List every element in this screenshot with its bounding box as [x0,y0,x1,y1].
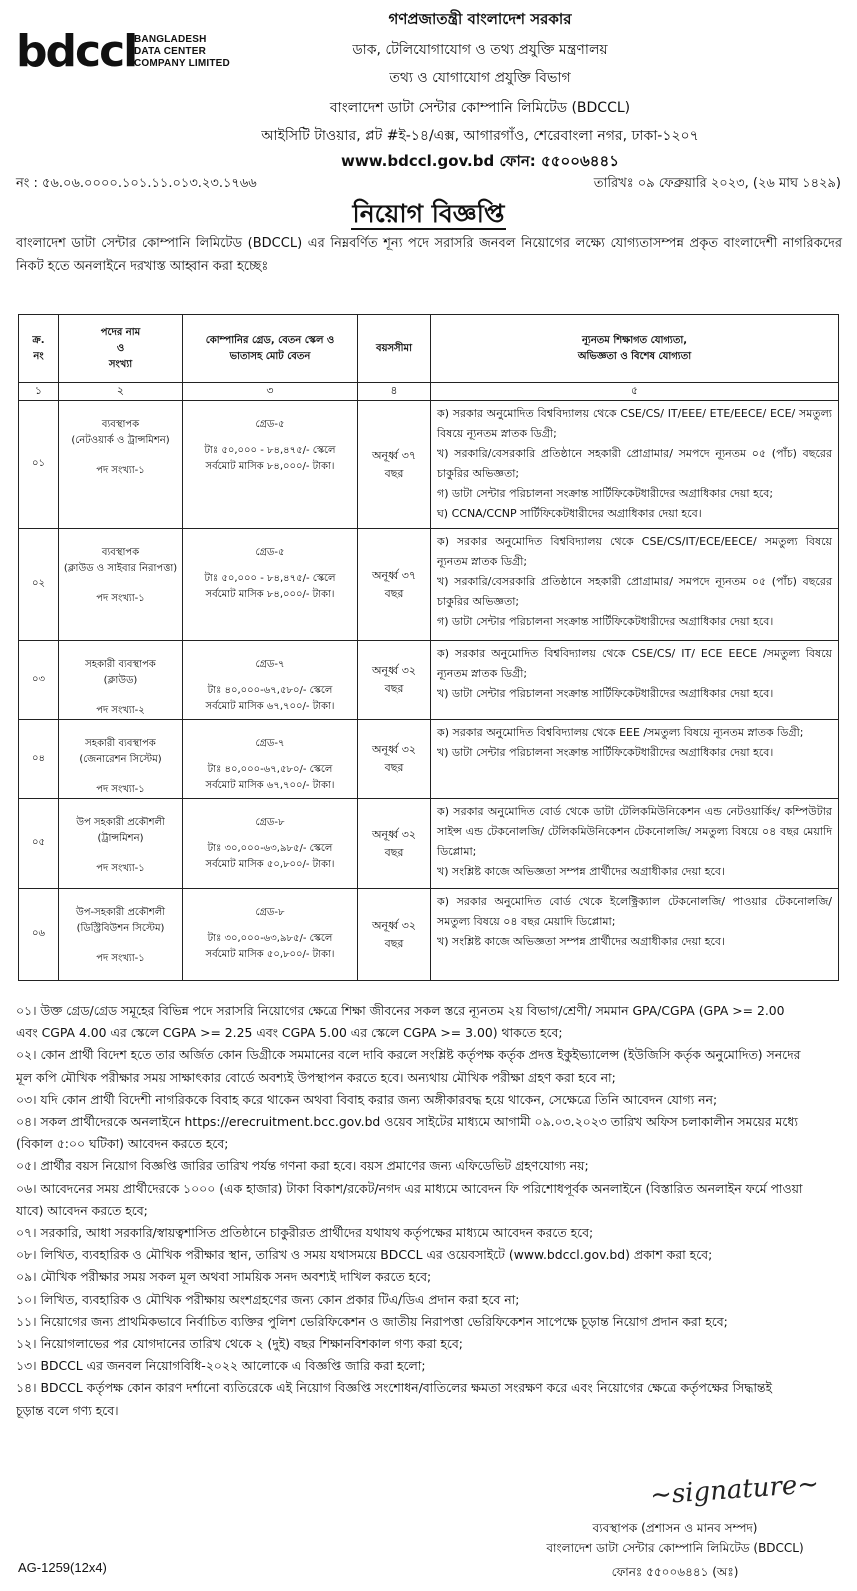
age-unit: বছর [384,682,404,695]
total-salary: সর্বমোট মাসিক ৫০,৮০০/- টাকা। [205,949,335,960]
table-row [19,529,839,641]
term-line: ১২। নিয়োগলাভের পর যোগদানের তারিখ থেকে ২ (দুই) বছর শিক্ষানবিশকাল গণ্য করা হবে; [16,1336,463,1352]
table-row [19,641,839,720]
column-number: ৩ [183,383,358,401]
post-name: সহকারী ব্যবস্থাপক [85,659,156,670]
govt-name: গণপ্রজাতন্ত্রী বাংলাদেশ সরকার [388,10,572,28]
age-cell [358,889,431,981]
grade-label: গ্রেড-৫ [255,419,285,430]
grade-cell [183,889,358,981]
reference-line [16,174,841,196]
qualification-item: গ) ডাটা সেন্টার পরিচালনা সংক্রান্ত সার্টিফিকেটধারীদের অগ্রাধিকার দেয়া হবে; [437,487,774,500]
term-line: এবং CGPA 4.00 এর স্কেলে CGPA >= 2.25 এবং CGPA 5.00 এর স্কেলে CGPA >= 3.00) থাকতে হবে; [16,1025,563,1041]
terms-list [16,1000,842,1422]
term-line: চূড়ান্ত বলে গণ্য হবে। [16,1402,119,1418]
table-row [19,720,839,799]
age-unit: বছর [384,845,404,859]
qualification-item: ক) সরকার অনুমোদিত বোর্ড থেকে ডাটা টেলিকমিউনিকেশন এন্ড নেটওয়ার্কিং/ কম্পিউটার সাইন্স এন্ড টেকনোলজি/ টেলিকমিউনিকেশন টেকনোলজি/ সমতুল্য বিষয়ে ০৪ বছর মেয়াদি ডিপ্লোমা; [437,805,832,858]
pay-scale: টাঃ ৪০,০০০-৬৭,৫৮০/- স্কেলে [207,685,333,696]
age-unit: বছর [384,586,404,600]
row-serial: ০৩ [19,641,59,720]
age-limit: অনূর্ধ্ব ৩২ [371,918,417,932]
spacer [59,689,182,703]
qualification-item: ক) সরকার অনুমোদিত বিশ্ববিদ্যালয় থেকে CSE/CS/IT/ECE/EECE/ সমতুল্য বিষয়ে ন্যূনতম স্নাতক ডিগ্রী; [437,535,832,568]
spacer [183,921,357,931]
spacer [183,561,357,571]
post-count: পদ সংখ্যা-১ [96,784,145,795]
row-serial: ০১ [19,401,59,529]
post-count: পদ সংখ্যা-১ [96,863,145,874]
header-serial [19,315,59,383]
post-name: ব্যবস্থাপক [101,547,140,558]
header-post-3: সংখ্যা [108,358,133,370]
header-post [59,315,183,383]
logo-line-1: BANGLADESH [134,34,207,45]
notice-title-text: নিয়োগ বিজ্ঞপ্তি [352,199,505,228]
header-qual-2: অভিজ্ঞতা ও বিশেষ যোগ্যতা [577,350,692,362]
bdccl-logo [16,28,256,78]
spacer [183,831,357,841]
post-dept: (ক্লাউড ও সাইবার নিরাপত্তা) [63,563,178,574]
term-line: ০৮। লিখিত, ব্যবহারিক ও মৌখিক পরীক্ষার স্থান, তারিখ ও সময় যথাসময়ে BDCCL এর ওয়েবসাইটে (www.bdccl.gov.bd) প্রকাশ করা হবে; [16,1247,713,1263]
term-line: ১৩। BDCCL এর জনবল নিয়োগবিধি-২০২২ আলোকে এ বিজ্ঞপ্তি জারি করা হলো; [16,1358,426,1374]
header-post-2: ও [116,342,125,354]
qualification-item: খ) ডাটা সেন্টার পরিচালনা সংক্রান্ত সার্টিফিকেটধারীদের অগ্রাধিকার দেয়া হবে। [437,746,774,759]
post-dept: (জেনারেশন সিস্টেম) [79,754,162,765]
logo-text [134,34,230,70]
logo-line-2: DATA CENTER [134,46,207,57]
age-limit: অনূর্ধ্ব ৩২ [371,664,417,677]
qualification-item: ঘ) CCNA/CCNP সার্টিফিকেটধারীদের অগ্রাধিকার দেয়া হবে। [437,507,702,520]
pay-scale: টাঃ ৩০,০০০-৬৩,৯৮৫/- স্কেলে [207,843,333,854]
grade-cell [183,799,358,889]
signatory-phone: ফোনঃ ৫৫০০৬৪৪১ (অঃ) [611,1565,739,1579]
grade-cell [183,720,358,799]
company-contact: www.bdccl.gov.bd ফোন: ৫৫০০৬৪৪১ [341,152,619,170]
age-unit: বছর [384,761,404,774]
row-serial: ০৬ [19,889,59,981]
memo-number: নং : ৫৬.০৬.০০০০.১০১.১১.০১৩.২৩.১৭৬৬ [16,176,257,191]
qualification-cell [431,529,839,641]
qualification-item: ক) সরকার অনুমোদিত বিশ্ববিদ্যালয় থেকে CSE/CS/ IT/EEE/ ETE/EECE/ ECE/ সমতুল্য বিষয়ে ন্যূনতম স্নাতক ডিগ্রী; [437,407,832,440]
post-count: পদ সংখ্যা-১ [96,465,145,476]
term-line: মূল কপি মৌখিক পরীক্ষার সময় সাক্ষাৎকার বোর্ডে অবশ্যই উপস্থাপন করতে হবে। অন্যথায় মৌখিক পরীক্ষা গ্রহণ করা হবে না; [16,1069,616,1085]
header-post-1: পদের নাম [100,326,141,338]
spacer [59,577,182,591]
total-salary: সর্বমোট মাসিক ৬৭,৭০০/- টাকা। [205,780,335,791]
post-dept: (নেটওয়ার্ক ও ট্রান্সমিশন) [71,435,170,446]
term-line: ০৩। যদি কোন প্রার্থী বিদেশী নাগরিককে বিবাহ করে থাকেন অথবা বিবাহ করার জন্য অঙ্গীকারবদ্ধ হয়ে থাকেন, সেক্ষেত্রে তিনি আবেদন যোগ্য নন; [16,1091,718,1107]
post-dept: (ডিস্ট্রিবিউশন সিস্টেম) [76,923,165,934]
age-cell [358,720,431,799]
term-line: (বিকাল ৫:০০ ঘটিকা) আবেদন করতে হবে; [16,1136,229,1152]
spacer [59,937,182,951]
row-serial: ০৫ [19,799,59,889]
qualification-item: ক) সরকার অনুমোদিত বিশ্ববিদ্যালয় থেকে EEE /সমতুল্য বিষয়ে ন্যূনতম স্নাতক ডিগ্রী; [437,726,804,739]
qualification-item: খ) সংশ্লিষ্ট কাজে অভিজ্ঞতা সম্পন্ন প্রার্থীদের অগ্রাধীকার দেয়া হবে। [437,935,725,948]
table-row [19,401,839,529]
column-number: ১ [19,383,59,401]
post-count: পদ সংখ্যা-২ [96,705,145,716]
header-serial-2: নং [33,350,44,362]
post-cell [59,641,183,720]
pay-scale: টাঃ ৫০,০০০ - ৮৪,৪৭৫/- স্কেলে [204,573,336,584]
header-age: বয়সসীমা [358,315,431,383]
pay-scale: টাঃ ৩০,০০০-৬৩,৯৮৫/- স্কেলে [207,933,333,944]
grade-label: গ্রেড-৭ [255,659,285,670]
term-line: যাবে) আবেদন করতে হবে; [16,1202,148,1218]
qualification-item: ক) সরকার অনুমোদিত বিশ্ববিদ্যালয় থেকে CSE/CS/ IT/ ECE EECE /সমতুল্য বিষয়ে ন্যূনতম স্নাতক ডিগ্রী; [437,647,832,680]
spacer [183,673,357,683]
signature-mark: ~signature~ [649,1469,820,1511]
column-number-row [19,383,839,401]
term-line: ১১। নিয়োগের জন্য প্রাথমিকভাবে নির্বাচিত ব্যক্তির পুলিশ ভেরিফিকেশন ও জাতীয় নিরাপত্তা ভেরিফিকেশন সাপেক্ষে চূড়ান্ত নিয়োগ প্রদান করা হবে; [16,1313,728,1329]
term-line: ০২। কোন প্রার্থী বিদেশ হতে তার অর্জিত কোন ডিগ্রীকে সমমানের বলে দাবি করলে সংশ্লিষ্ট কর্তৃপক্ষ কর্তৃক প্রদত্ত ইকুইভ্যালেন্স (ইউজিসি কর্তৃক অনুমোদিত) সনদের [16,1047,801,1063]
column-number: ২ [59,383,183,401]
row-serial: ০৪ [19,720,59,799]
logo-line-3: COMPANY LIMITED [134,58,230,69]
ministry-name: ডাক, টেলিযোগাযোগ ও তথ্য প্রযুক্তি মন্ত্রণালয় [352,42,608,58]
header-grade [183,315,358,383]
term-line: ০৪। সকল প্রার্থীদেরকে অনলাইনে https://erecruitment.bcc.gov.bd ওয়েব সাইটের মাধ্যমে আগামী ০৯.০৩.২০২৩ তারিখ অফিস চলাকালীন সময়ের মধ্যে [16,1114,798,1130]
spacer [183,752,357,762]
grade-cell [183,529,358,641]
total-salary: সর্বমোট মাসিক ৬৭,৭০০/- টাকা। [205,701,335,712]
term-line: ০৫। প্রার্থীর বয়স নিয়োগ বিজ্ঞপ্তি জারির তারিখ পর্যন্ত গণনা করা হবে। বয়স প্রমাণের জন্য এফিডেভিট গ্রহণযোগ্য নয়; [16,1158,589,1174]
grade-label: গ্রেড-৭ [255,738,285,749]
logo-mark: bdccl [16,26,137,77]
age-cell [358,529,431,641]
age-limit: অনূর্ধ্ব ৩২ [371,827,417,841]
post-name: ব্যবস্থাপক [101,419,140,430]
qualification-item: খ) সংশ্লিষ্ট কাজে অভিজ্ঞতা সম্পন্ন প্রার্থীদের অগ্রাধীকার দেয়া হবে। [437,865,725,878]
post-name: সহকারী ব্যবস্থাপক [85,738,156,749]
post-dept: (ট্রান্সমিশন) [97,833,144,844]
qualification-cell [431,799,839,889]
term-line: ০১। উক্ত গ্রেড/গ্রেড সমূহের বিভিন্ন পদে সরাসরি নিয়োগের ক্ষেত্রে শিক্ষা জীবনের সকল স্তরে ন্যূনতম ২য় বিভাগ/শ্রেণী/ সমমান GPA/CGPA (GPA >= 2.00 [16,1003,785,1018]
post-cell [59,401,183,529]
grade-label: গ্রেড-৮ [255,817,285,828]
term-line: ০৭। সরকারি, আধা সরকারি/স্বায়ত্বশাসিত প্রতিষ্ঠানে চাকুরীরত প্রার্থীদের যথাযথ কর্তৃপক্ষের মাধ্যমে আবেদন করতে হবে; [16,1225,594,1241]
post-cell [59,799,183,889]
qualification-item: ক) সরকার অনুমোদিত বোর্ড থেকে ইলেক্ট্রিক্যাল টেকনোলজি/ পাওয়ার টেকনোলজি/ সমতুল্য বিষয়ে ০৪ বছর মেয়াদি ডিপ্লোমা; [437,895,832,928]
age-cell [358,799,431,889]
age-limit: অনূর্ধ্ব ৩২ [371,743,417,756]
spacer [59,449,182,463]
qualification-item: খ) ডাটা সেন্টার পরিচালনা সংক্রান্ত সার্টিফিকেটধারীদের অগ্রাধিকার দেয়া হবে। [437,687,774,700]
pay-scale: টাঃ ৫০,০০০ - ৮৪,৪৭৫/- স্কেলে [204,445,336,456]
table-header-row [19,315,839,383]
company-name: বাংলাদেশ ডাটা সেন্টার কোম্পানি লিমিটেড (BDCCL) [329,100,631,116]
qualification-item: খ) সরকারি/বেসরকারি প্রতিষ্ঠানে সহকারী প্রোগ্রামার/ সমপদে ন্যূনতম ০৫ (পাঁচ) বছরের চাকুরির অভিজ্ঞতা; [437,575,832,608]
qualification-cell [431,889,839,981]
table-row [19,799,839,889]
post-name: উপ-সহকারী প্রকৌশলী [75,907,166,918]
header-qualification [431,315,839,383]
header-grade-1: কোম্পানির গ্রেড, বেতন স্কেল ও [205,334,335,346]
post-dept: (ক্লাউড) [103,675,138,686]
signatory-org: বাংলাদেশ ডাটা সেন্টার কোম্পানি লিমিটেড (BDCCL) [546,1541,804,1555]
header-serial-1: ক্র. [32,334,45,346]
row-serial: ০২ [19,529,59,641]
term-line: ০৯। মৌখিক পরীক্ষার সময় সকল মূল অথবা সাময়িক সনদ অবশ্যই দাখিল করতে হবে; [16,1269,432,1285]
post-count: পদ সংখ্যা-১ [96,593,145,604]
total-salary: সর্বমোট মাসিক ৮৪,০০০/- টাকা। [205,589,335,600]
qualification-cell [431,641,839,720]
qualification-item: খ) সরকারি/বেসরকারি প্রতিষ্ঠানে সহকারী প্রোগ্রামার/ সমপদে ন্যূনতম ০৫ (পাঁচ) বছরের চাকুরির অভিজ্ঞতা; [437,447,832,480]
grade-label: গ্রেড-৮ [255,907,285,918]
age-unit: বছর [384,936,404,950]
total-salary: সর্বমোট মাসিক ৫০,৮০০/- টাকা। [205,859,335,870]
vacancy-table [18,314,839,981]
post-cell [59,720,183,799]
age-cell [358,401,431,529]
term-line: ০৬। আবেদনের সময় প্রার্থীদেরকে ১০০০ (এক হাজার) টাকা বিকাশ/রকেট/নগদ এর মাধ্যমে আবেদন ফি পরিশোধপূর্বক অনলাইনে (বিস্তারিত অনলাইন ফর্মে পাওয়া [16,1180,803,1196]
company-address: আইসিটি টাওয়ার, প্লট #ই-১৪/এক্স, আগারগাঁও, শেরেবাংলা নগর, ঢাকা-১২০৭ [261,128,699,144]
post-cell [59,529,183,641]
age-limit: অনূর্ধ্ব ৩৭ [371,568,417,582]
spacer [183,433,357,443]
table-row [19,889,839,981]
total-salary: সর্বমোট মাসিক ৮৪,০০০/- টাকা। [205,461,335,472]
qualification-cell [431,720,839,799]
grade-label: গ্রেড-৫ [255,547,285,558]
pay-scale: টাঃ ৪০,০০০-৬৭,৫৮০/- স্কেলে [207,764,333,775]
ag-code: AG-1259(12x4) [18,1560,107,1575]
header-grade-2: ভাতাসহ মোট বেতন [229,350,311,362]
spacer [59,768,182,782]
age-limit: অনূর্ধ্ব ৩৭ [371,448,417,462]
division-name: তথ্য ও যোগাযোগ প্রযুক্তি বিভাগ [389,70,571,86]
grade-cell [183,401,358,529]
spacer [59,847,182,861]
term-line: ১৪। BDCCL কর্তৃপক্ষ কোন কারণ দর্শানো ব্যতিরেকে এই নিয়োগ বিজ্ঞপ্তি সংশোধন/বাতিলের ক্ষমতা সংরক্ষণ করে এবং নিয়োগের ক্ষেত্রে কর্তৃপক্ষের সিদ্ধান্তই [16,1380,772,1396]
memo-date: তারিখঃ ০৯ ফেব্রুয়ারি ২০২৩, (২৬ মাঘ ১৪২৯) [593,176,841,191]
notice-title [0,198,857,230]
age-unit: বছর [384,466,404,480]
post-name: উপ সহকারী প্রকৌশলী [76,817,165,828]
qualification-item: গ) ডাটা সেন্টার পরিচালনা সংক্রান্ত সার্টিফিকেটধারীদের অগ্রাধিকার দেয়া হবে। [437,615,774,628]
header-qual-1: ন্যূনতম শিক্ষাগত যোগ্যতা, [581,334,688,346]
grade-cell [183,641,358,720]
signatory-title: ব্যবস্থাপক (প্রশাসন ও মানব সম্পদ) [592,1521,758,1535]
column-number: ৫ [431,383,839,401]
post-cell [59,889,183,981]
post-count: পদ সংখ্যা-১ [96,953,145,964]
intro-paragraph: বাংলাদেশ ডাটা সেন্টার কোম্পানি লিমিটেড (BDCCL) এর নিম্নবর্ণিত শূন্য পদে সরাসরি জনবল নিয়োগের লক্ষ্যে যোগ্যতাসম্পন্ন প্রকৃত বাংলাদেশী নাগরিকদের নিকট হতে অনলাইনে দরখাস্ত আহ্বান করা হচ্ছেঃ [16,236,842,274]
column-number: ৪ [358,383,431,401]
qualification-cell [431,401,839,529]
age-cell [358,641,431,720]
term-line: ১০। লিখিত, ব্যবহারিক ও মৌখিক পরীক্ষায় অংশগ্রহণের জন্য কোন প্রকার টিএ/ডিএ প্রদান করা হবে না; [16,1291,520,1307]
